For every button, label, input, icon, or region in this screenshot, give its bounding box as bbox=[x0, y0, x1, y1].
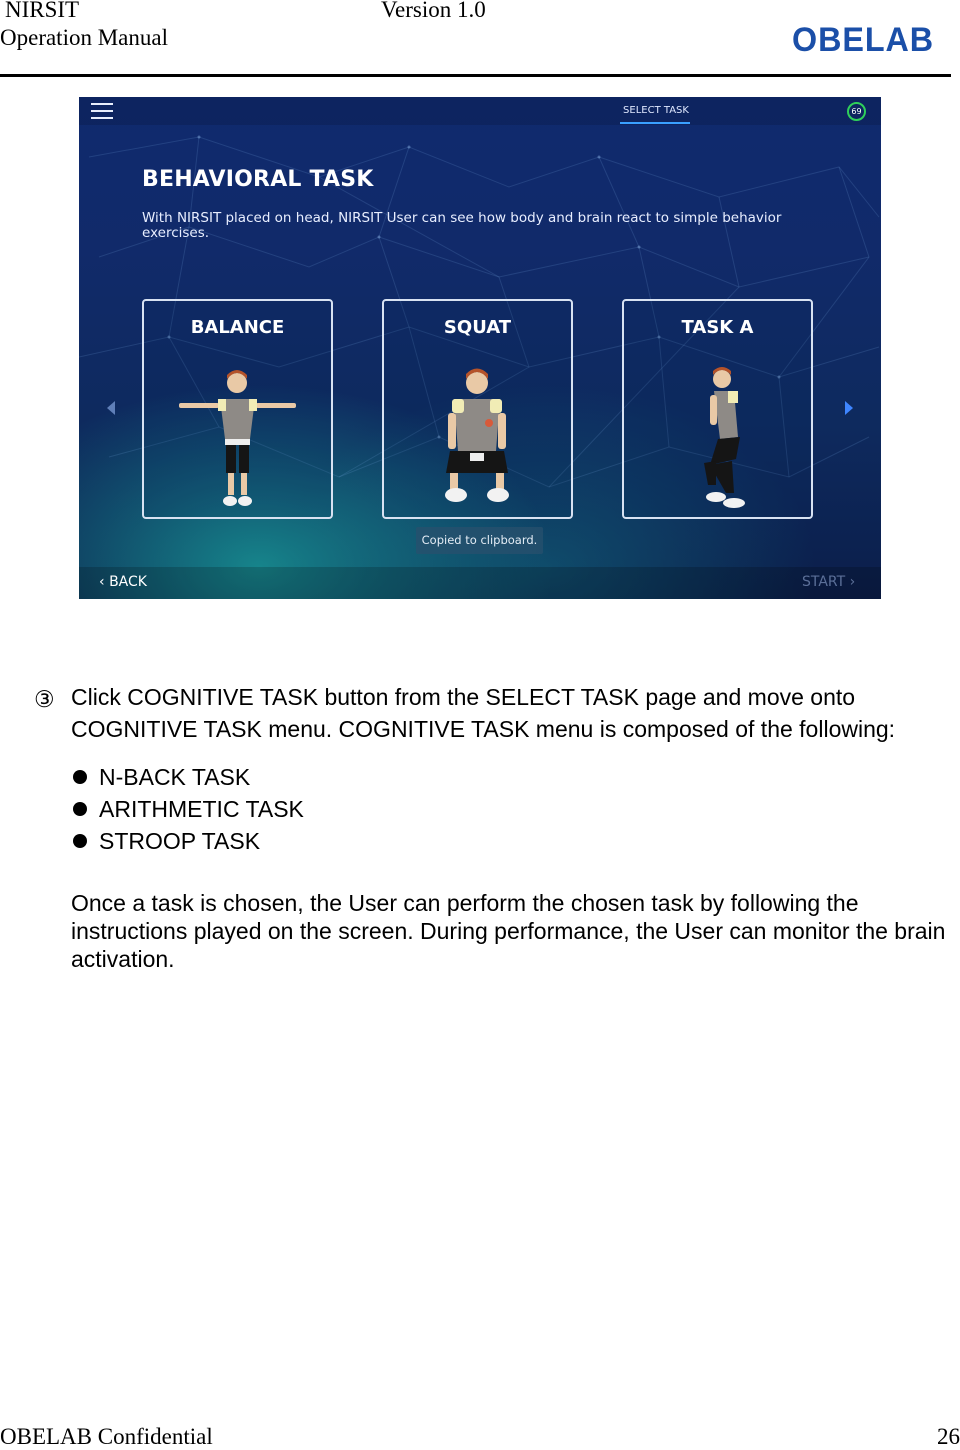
battery-badge: 69 bbox=[847, 102, 866, 121]
hamburger-menu-icon[interactable] bbox=[91, 103, 113, 119]
start-button[interactable] bbox=[802, 574, 855, 590]
app-screenshot bbox=[79, 97, 881, 599]
prev-arrow-icon[interactable] bbox=[107, 401, 115, 415]
squat-figure-icon bbox=[384, 361, 571, 517]
header-version: Version 1.0 bbox=[381, 0, 486, 22]
back-label: BACK bbox=[109, 574, 147, 590]
header-divider bbox=[0, 74, 951, 77]
obelab-logo: OBELAB bbox=[792, 21, 935, 59]
step-instruction: Click COGNITIVE TASK button from the SELECT TASK page and move onto COGNITIVE TASK menu. COGNITIVE TASK menu is composed of the following: bbox=[71, 684, 896, 742]
task-card-squat[interactable] bbox=[382, 299, 573, 519]
screen-title: BEHAVIORAL TASK bbox=[142, 167, 374, 192]
header-product: NIRSIT bbox=[5, 0, 80, 22]
task-card-label: SQUAT bbox=[443, 317, 512, 338]
next-arrow-icon[interactable] bbox=[845, 401, 853, 415]
cognitive-task-list bbox=[71, 761, 304, 857]
task-description-paragraph: Once a task is chosen, the User can perform the chosen task by following the instructions played on the screen. During performance, the User can monitor the brain activation. bbox=[71, 890, 946, 972]
task-a-figure-icon bbox=[624, 361, 811, 517]
back-button[interactable] bbox=[99, 574, 147, 590]
start-label: START bbox=[802, 574, 846, 590]
chevron-left-icon: ‹ bbox=[99, 574, 110, 590]
task-card-label: BALANCE bbox=[190, 317, 285, 338]
task-card-label: TASK A bbox=[681, 317, 754, 338]
active-tab-indicator bbox=[620, 122, 690, 124]
tab-select-task[interactable]: SELECT TASK bbox=[623, 105, 689, 116]
page-number: 26 bbox=[937, 1424, 960, 1449]
list-item: STROOP TASK bbox=[71, 825, 304, 857]
bottom-bar bbox=[79, 567, 881, 599]
header-doc-type: Operation Manual bbox=[0, 25, 168, 50]
chevron-right-icon: › bbox=[845, 574, 856, 590]
footer-confidential: OBELAB Confidential bbox=[0, 1424, 213, 1449]
balance-figure-icon bbox=[144, 361, 331, 517]
header-left bbox=[0, 0, 168, 52]
list-item: N-BACK TASK bbox=[71, 761, 304, 793]
task-card-task-a[interactable] bbox=[622, 299, 813, 519]
task-card-balance[interactable] bbox=[142, 299, 333, 519]
top-bar bbox=[79, 97, 881, 125]
list-item: ARITHMETIC TASK bbox=[71, 793, 304, 825]
screen-description: With NIRSIT placed on head, NIRSIT User can see how body and brain react to simple behavior exercises. bbox=[142, 210, 782, 241]
step-marker: ③ bbox=[34, 686, 55, 712]
clipboard-toast: Copied to clipboard. bbox=[416, 527, 543, 554]
